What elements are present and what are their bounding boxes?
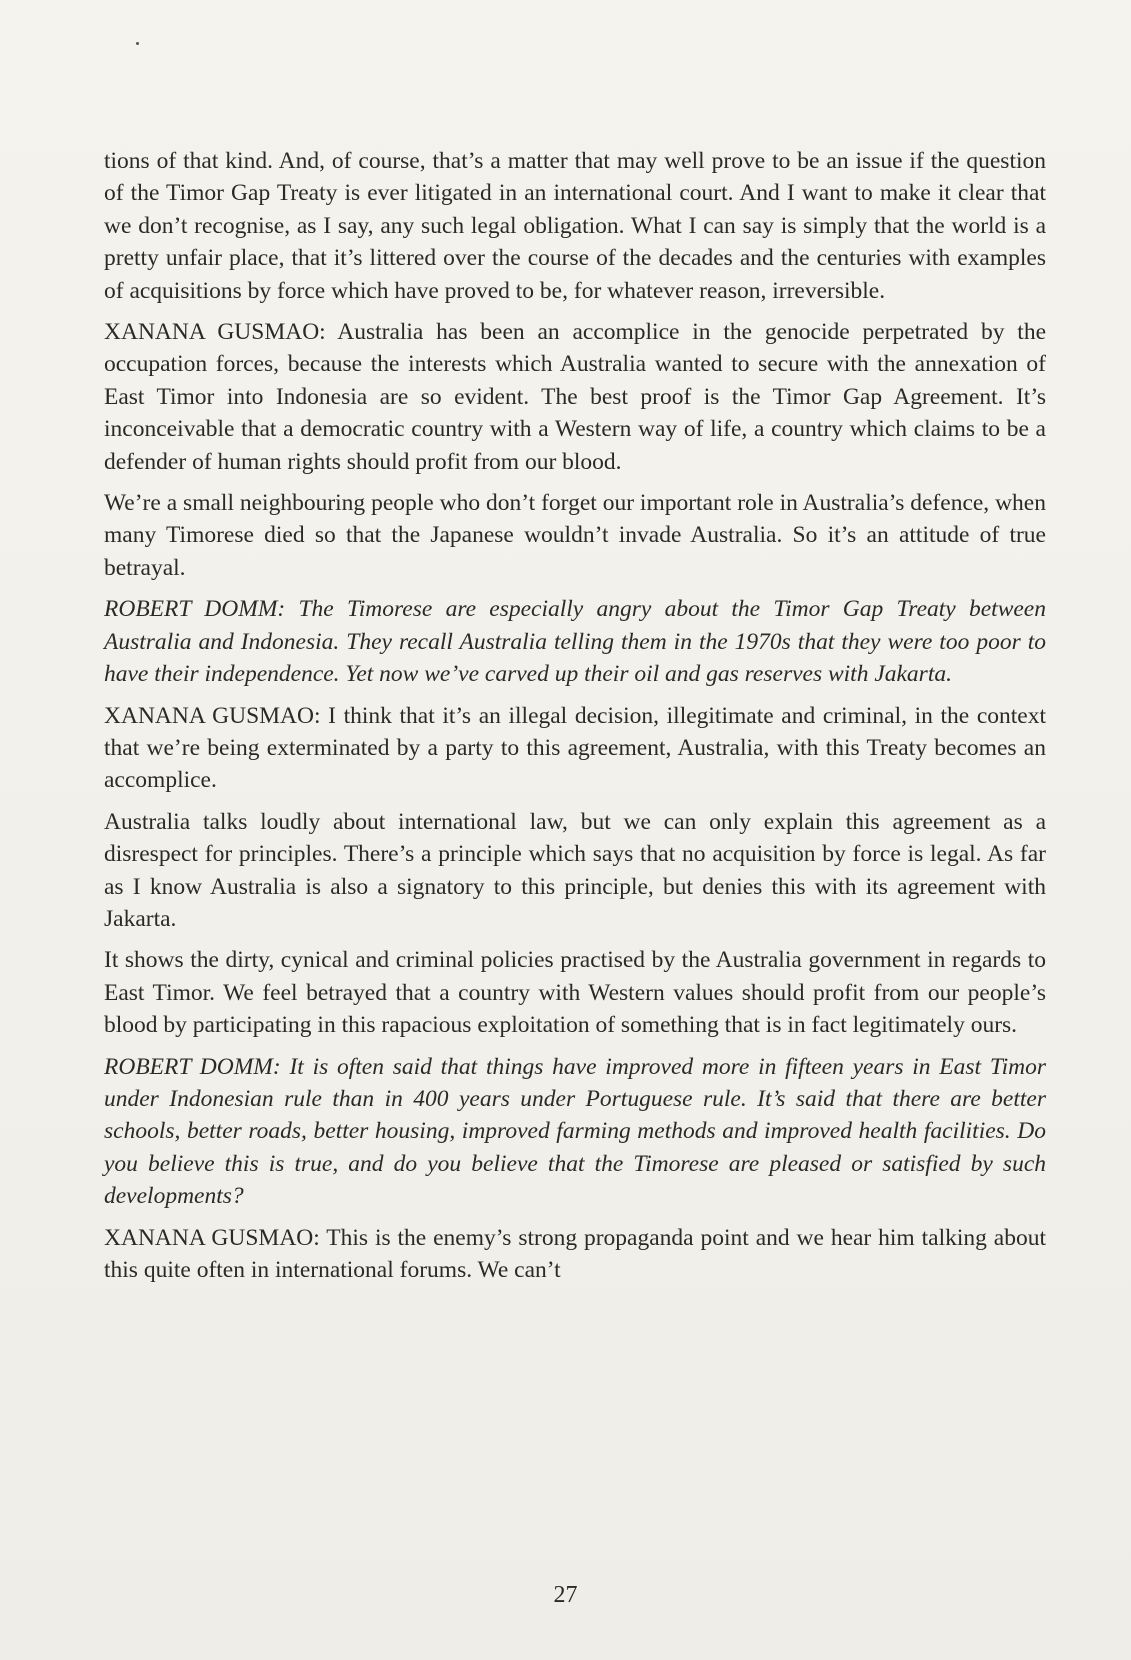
interviewer-question-2: ROBERT DOMM: It is often said that things have improved more in fifteen years in East Timor under Indonesian rule than in 400 years under Portuguese rule. It’s said that there are better schools, better roads, better housing, improved farming methods and improved health facilities. Do you believe this is true, and do you believe that the Timorese are pleased or satisfied by such developments? — [104, 1053, 1046, 1210]
paragraph-5: XANANA GUSMAO: I think that it’s an illegal decision, illegitimate and criminal, in the context that we’re being exterminated by a party to this agreement, Australia, with this Treaty becomes an accomplice. — [104, 702, 1046, 794]
paragraph-1: tions of that kind. And, of course, that’s a matter that may well prove to be an issue if the question of the Timor Gap Treaty is ever litigated in an international court. And I want to make it clear that we don’t recognise, as I say, any such legal obligation. What I can say is simply that the world is a pretty unfair place, that it’s littered over the course of the decades and the centuries with examples of acquisitions by force which have proved to be, for whatever reason, irreversible. — [104, 148, 1046, 304]
paragraph-9: XANANA GUSMAO: This is the enemy’s strong propaganda point and we hear him talking about this quite often in international forums. We can’t — [104, 1224, 1046, 1283]
paragraph-2: XANANA GUSMAO: Australia has been an accomplice in the genocide perpetrated by the occupation forces, because the interests which Australia wanted to secure with the annexation of East Timor into Indonesia are so evident. The best proof is the Timor Gap Agreement. It’s inconceivable that a democratic country with a Western way of life, a country which claims to be a defender of human rights should profit from our blood. — [104, 319, 1046, 475]
paragraph-7: It shows the dirty, cynical and criminal policies practised by the Australia government in regards to East Timor. We feel betrayed that a country with Western values should profit from our people’s blood by participating in this rapacious exploitation of something that is in fact legitimately ours. — [104, 947, 1046, 1039]
page-number: 27 — [553, 1582, 578, 1608]
interviewer-question-1: ROBERT DOMM: The Timorese are especially angry about the Timor Gap Treaty between Australia and Indonesia. They recall Australia telling them in the 1970s that they were too poor to have their independence. Yet now we’ve carved up their oil and gas reserves with Jakarta. — [104, 596, 1046, 688]
body-text — [104, 145, 1046, 1295]
paragraph-6: Australia talks loudly about international law, but we can only explain this agreement as a disrespect for principles. There’s a principle which says that no acquisition by force is legal. As far as I know Australia is also a signatory to this principle, but denies this with its agreement with Jakarta. — [104, 808, 1046, 932]
paragraph-3: We’re a small neighbouring people who don’t forget our important role in Australia’s defence, when many Timorese died so that the Japanese wouldn’t invade Australia. So it’s an attitude of true betrayal. — [104, 490, 1046, 581]
scan-speck — [136, 42, 139, 45]
